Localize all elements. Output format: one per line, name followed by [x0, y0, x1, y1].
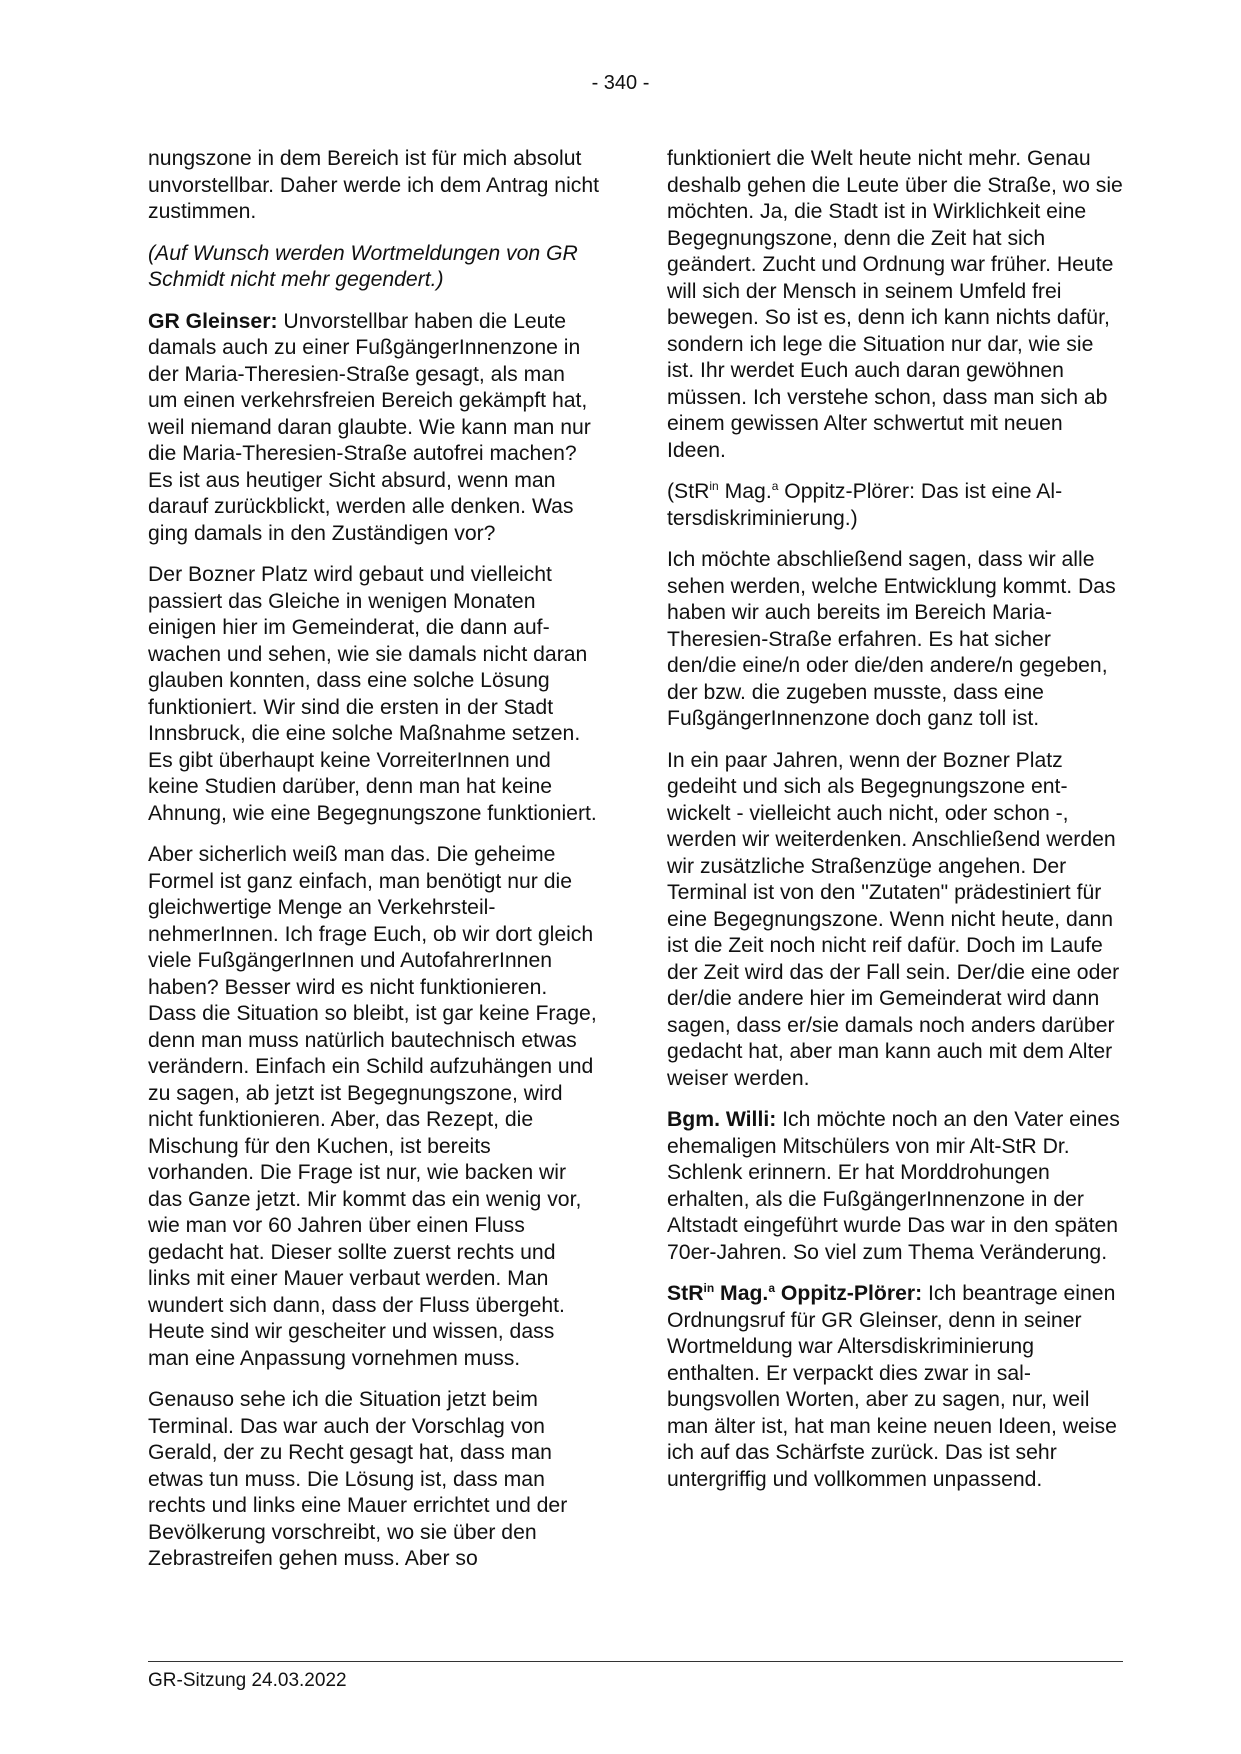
footer-session-date: GR-Sitzung 24.03.2022 — [148, 1670, 347, 1691]
speaker-name: GR Gleinser: — [148, 309, 278, 333]
interjection-text: (StR — [667, 480, 710, 503]
speech-text: Unvorstellbar haben die Leute damals auch zu einer FußgängerInnenzone in der Maria-Theresien-Straße gesagt, als man um einen verkehrsfreien Bereich gekämpft hat, weil niemand daran glaubte. Wie kann man nur die Maria-Theresien-Straße autofrei machen? Es ist aus heutiger Sicht absurd, wenn man darauf zurückblickt, werden alle denken. Was ging damals in den Zuständigen vor? — [148, 309, 591, 545]
editorial-note: (Auf Wunsch werden Wortmeldungen von GR Schmidt nicht mehr gegendert.) — [148, 241, 578, 291]
footer-divider — [148, 1661, 1123, 1662]
superscript: a — [771, 478, 779, 493]
paragraph-speech — [148, 309, 600, 548]
superscript: in — [703, 1280, 715, 1295]
paragraph: funktioniert die Welt heute nicht mehr. Genau deshalb gehen die Leute über die Straße, wo sie möchten. Ja, die Stadt ist in Wirklichkeit eine Begegnungszone, denn die Zeit hat sich geändert. Zucht und Ordnung war früher. Heute will sich der Mensch in seinem Umfeld frei bewegen. So ist es, denn ich kann nichts dafür, sondern ich lege die Situation nur dar, wie sie ist. Ihr werdet Euch auch daran gewöhnen müssen. Ich verstehe schon, dass man sich ab einem gewissen Alter schwertut mit neuen Ideen. — [667, 147, 1123, 462]
superscript: in — [709, 478, 719, 493]
paragraph: In ein paar Jahren, wenn der Bozner Platz gedeiht und sich als Begegnungszone entwickelt - vielleicht auch nicht, oder schon -, werden wir weiterdenken. Anschließend werden wir zusätzliche Straßenzüge angehen. Der Terminal ist von den "Zutaten" prädestiniert für eine Begegnungszone. Wenn nicht heute, dann ist die Zeit noch nicht reif dafür. Doch im Laufe der Zeit wird das der Fall sein. Der/die eine oder der/die andere hier im Gemeinderat wird dann sagen, dass er/sie damals noch anders darüber gedacht hat, aber man kann auch mit dem Alter weiser werden. — [667, 748, 1120, 1090]
paragraph-speech — [667, 1281, 1123, 1493]
paragraph: Ich möchte abschließend sagen, dass wir alle sehen werden, welche Entwicklung kommt. Das haben wir auch bereits im Bereich Maria-Theresien-Straße erfahren. Es hat sicher den/die eine/n oder die/den andere/n gegeben, der bzw. die zugeben musste, dass eine FußgängerInnenzone doch ganz toll ist. — [667, 548, 1116, 730]
interjection-text: Mag. — [718, 480, 772, 503]
speaker-name — [667, 1282, 922, 1305]
superscript: a — [768, 1280, 776, 1295]
interjection — [667, 479, 1123, 532]
paragraph-speech — [667, 1107, 1123, 1266]
paragraph: Der Bozner Platz wird gebaut und vielleicht passiert das Gleiche in wenigen Monaten einigen hier im Gemeinderat, die dann aufwachen und sehen, wie sie damals nicht daran glauben konnten, dass eine solche Lösung funktioniert. Wir sind die ersten in der Stadt Innsbruck, die eine solche Maßnahme setzen. Es gibt überhaupt keine VorreiterInnen und keine Studien darüber, denn man hat keine Ahnung, wie eine Begegnungszone funktioniert. — [148, 563, 597, 825]
right-column — [667, 146, 1123, 1508]
paragraph: Genauso sehe ich die Situation jetzt beim Terminal. Das war auch der Vorschlag von Gerald, der zu Recht gesagt hat, dass man etwas tun muss. Die Lösung ist, dass man rechts und links eine Mauer errichtet und der Bevölkerung vorschreibt, wo sie über den Zebrastreifen gehen muss. Aber so — [148, 1388, 568, 1570]
speech-text: Ich möchte noch an den Vater eines ehemaligen Mitschülers von mir Alt-StR Dr. Schlenk erinnern. Er hat Morddrohungen erhalten, als die FußgängerInnenzone in der Altstadt eingeführt wurde Das war in den späten 70er-Jahren. So viel zum Thema Veränderung. — [667, 1108, 1120, 1264]
paragraph: Aber sicherlich weiß man das. Die geheime Formel ist ganz einfach, man benötigt nur die gleichwertige Menge an VerkehrsteilnehmerInnen. Ich frage Euch, ob wir dort gleich viele FußgängerInnen und AutofahrerInnen haben? Besser wird es nicht funktionieren. Dass die Situation so bleibt, ist gar keine Frage, denn man muss natürlich bautechnisch etwas verändern. Einfach ein Schild aufzuhängen und zu sagen, ab jetzt ist Begegnungszone, wird nicht funktionieren. Aber, das Rezept, die Mischung für den Kuchen, ist bereits vorhanden. Die Frage ist nur, wie backen wir das Ganze jetzt. Mir kommt das ein wenig vor, wie man vor 60 Jahren über einen Fluss gedacht hat. Dieser sollte zuerst rechts und links mit einer Mauer verbaut werden. Man wundert sich dann, dass der Fluss übergeht. Heute sind wir gescheiter und wissen, dass man eine Anpassung vornehmen muss. — [148, 843, 597, 1370]
speech-text: Ich beantrage einen Ordnungsruf für GR Gleinser, denn in seiner Wortmeldung war Altersdiskriminierung enthalten. Er verpackt dies zwar in salbungsvollen Worten, aber zu sagen, nur, weil man älter ist, hat man keine neuen Ideen, weise ich auf das Schärfste zurück. Das ist sehr untergriffig und vollkommen unpassend. — [667, 1282, 1117, 1491]
speaker-name: Bgm. Willi: — [667, 1108, 777, 1131]
speaker-part: Mag. — [714, 1282, 769, 1305]
page-number: - 340 - — [591, 72, 650, 94]
interjection-text: Oppitz-Plörer: Das ist eine Altersdiskriminierung.) — [667, 480, 1063, 530]
speaker-part: Oppitz-Plörer: — [775, 1282, 923, 1305]
left-column — [148, 146, 600, 1588]
paragraph: nungszone in dem Bereich ist für mich absolut unvorstellbar. Daher werde ich dem Antrag nicht zustimmen. — [148, 147, 600, 223]
speaker-part: StR — [667, 1282, 704, 1305]
